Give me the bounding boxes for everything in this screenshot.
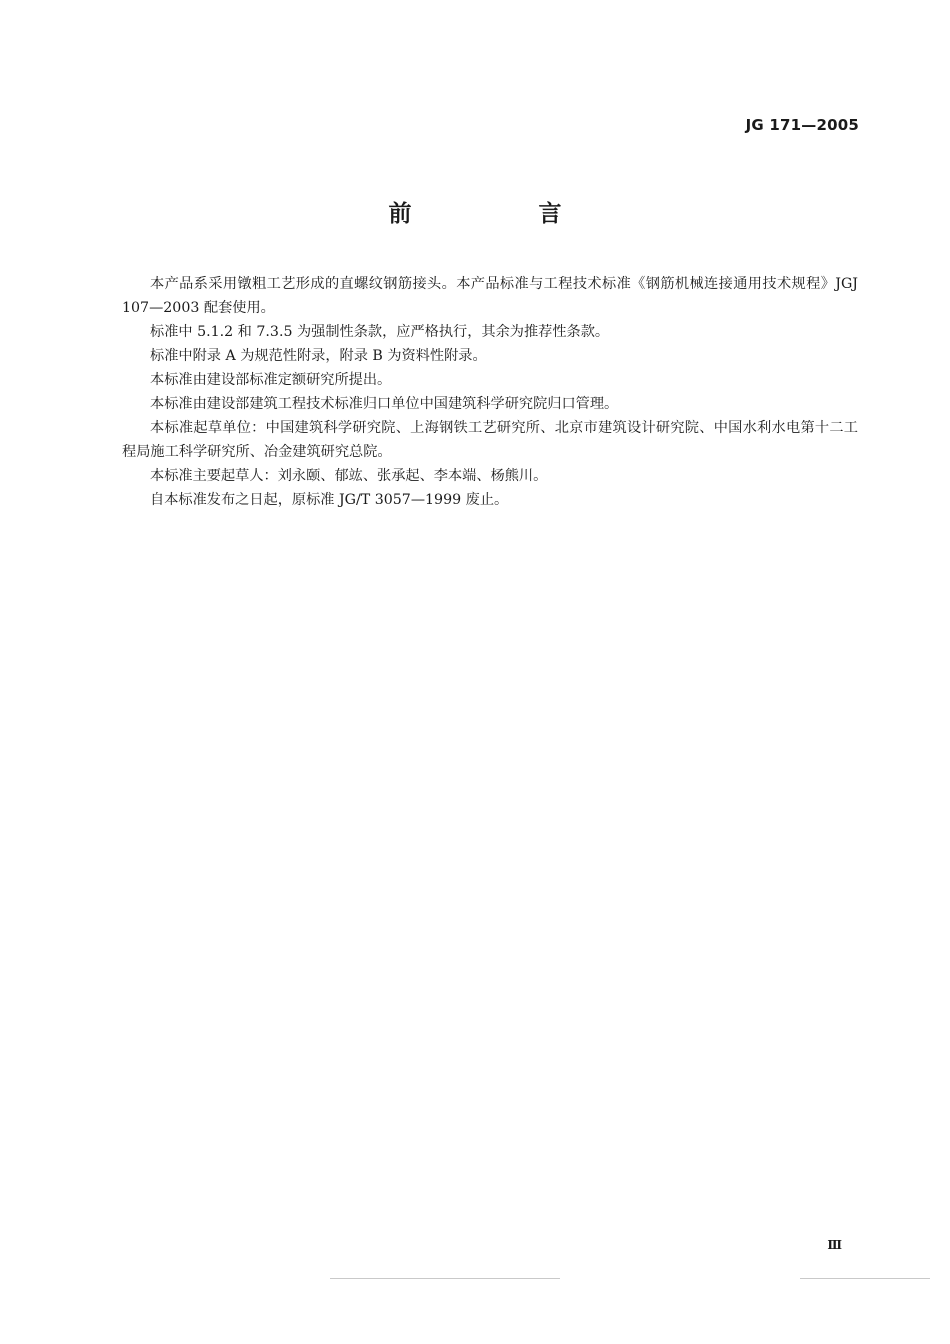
page-number: Ⅲ (827, 1238, 842, 1252)
paragraph: 标准中 5.1.2 和 7.3.5 为强制性条款，应严格执行，其余为推荐性条款。 (150, 324, 610, 340)
scan-artifact-line (800, 1278, 930, 1279)
paragraph: 自本标准发布之日起，原标准 JG/T 3057—1999 废止。 (150, 492, 509, 508)
paragraph: 本标准由建设部建筑工程技术标准归口单位中国建筑科学研究院归口管理。 (150, 396, 619, 412)
paragraph: 本标准由建设部标准定额研究所提出。 (150, 372, 392, 388)
foreword-body (122, 272, 858, 512)
paragraph: 标准中附录 A 为规范性附录，附录 B 为资料性附录。 (150, 348, 487, 364)
paragraph: 本标准起草单位：中国建筑科学研究院、上海钢铁工艺研究所、北京市建筑设计研究院、中国水利水电第十二工程局施工科学研究所、冶金建筑研究总院。 (122, 420, 858, 460)
page-title: 前 言 (388, 201, 614, 227)
scan-artifact-line (330, 1278, 560, 1279)
paragraph: 本产品系采用镦粗工艺形成的直螺纹钢筋接头。本产品标准与工程技术标准《钢筋机械连接通用技术规程》JGJ 107—2003 配套使用。 (122, 276, 858, 316)
standard-code: JG 171—2005 (745, 116, 859, 134)
paragraph: 本标准主要起草人：刘永颐、郁竑、张承起、李本端、杨熊川。 (150, 468, 548, 484)
